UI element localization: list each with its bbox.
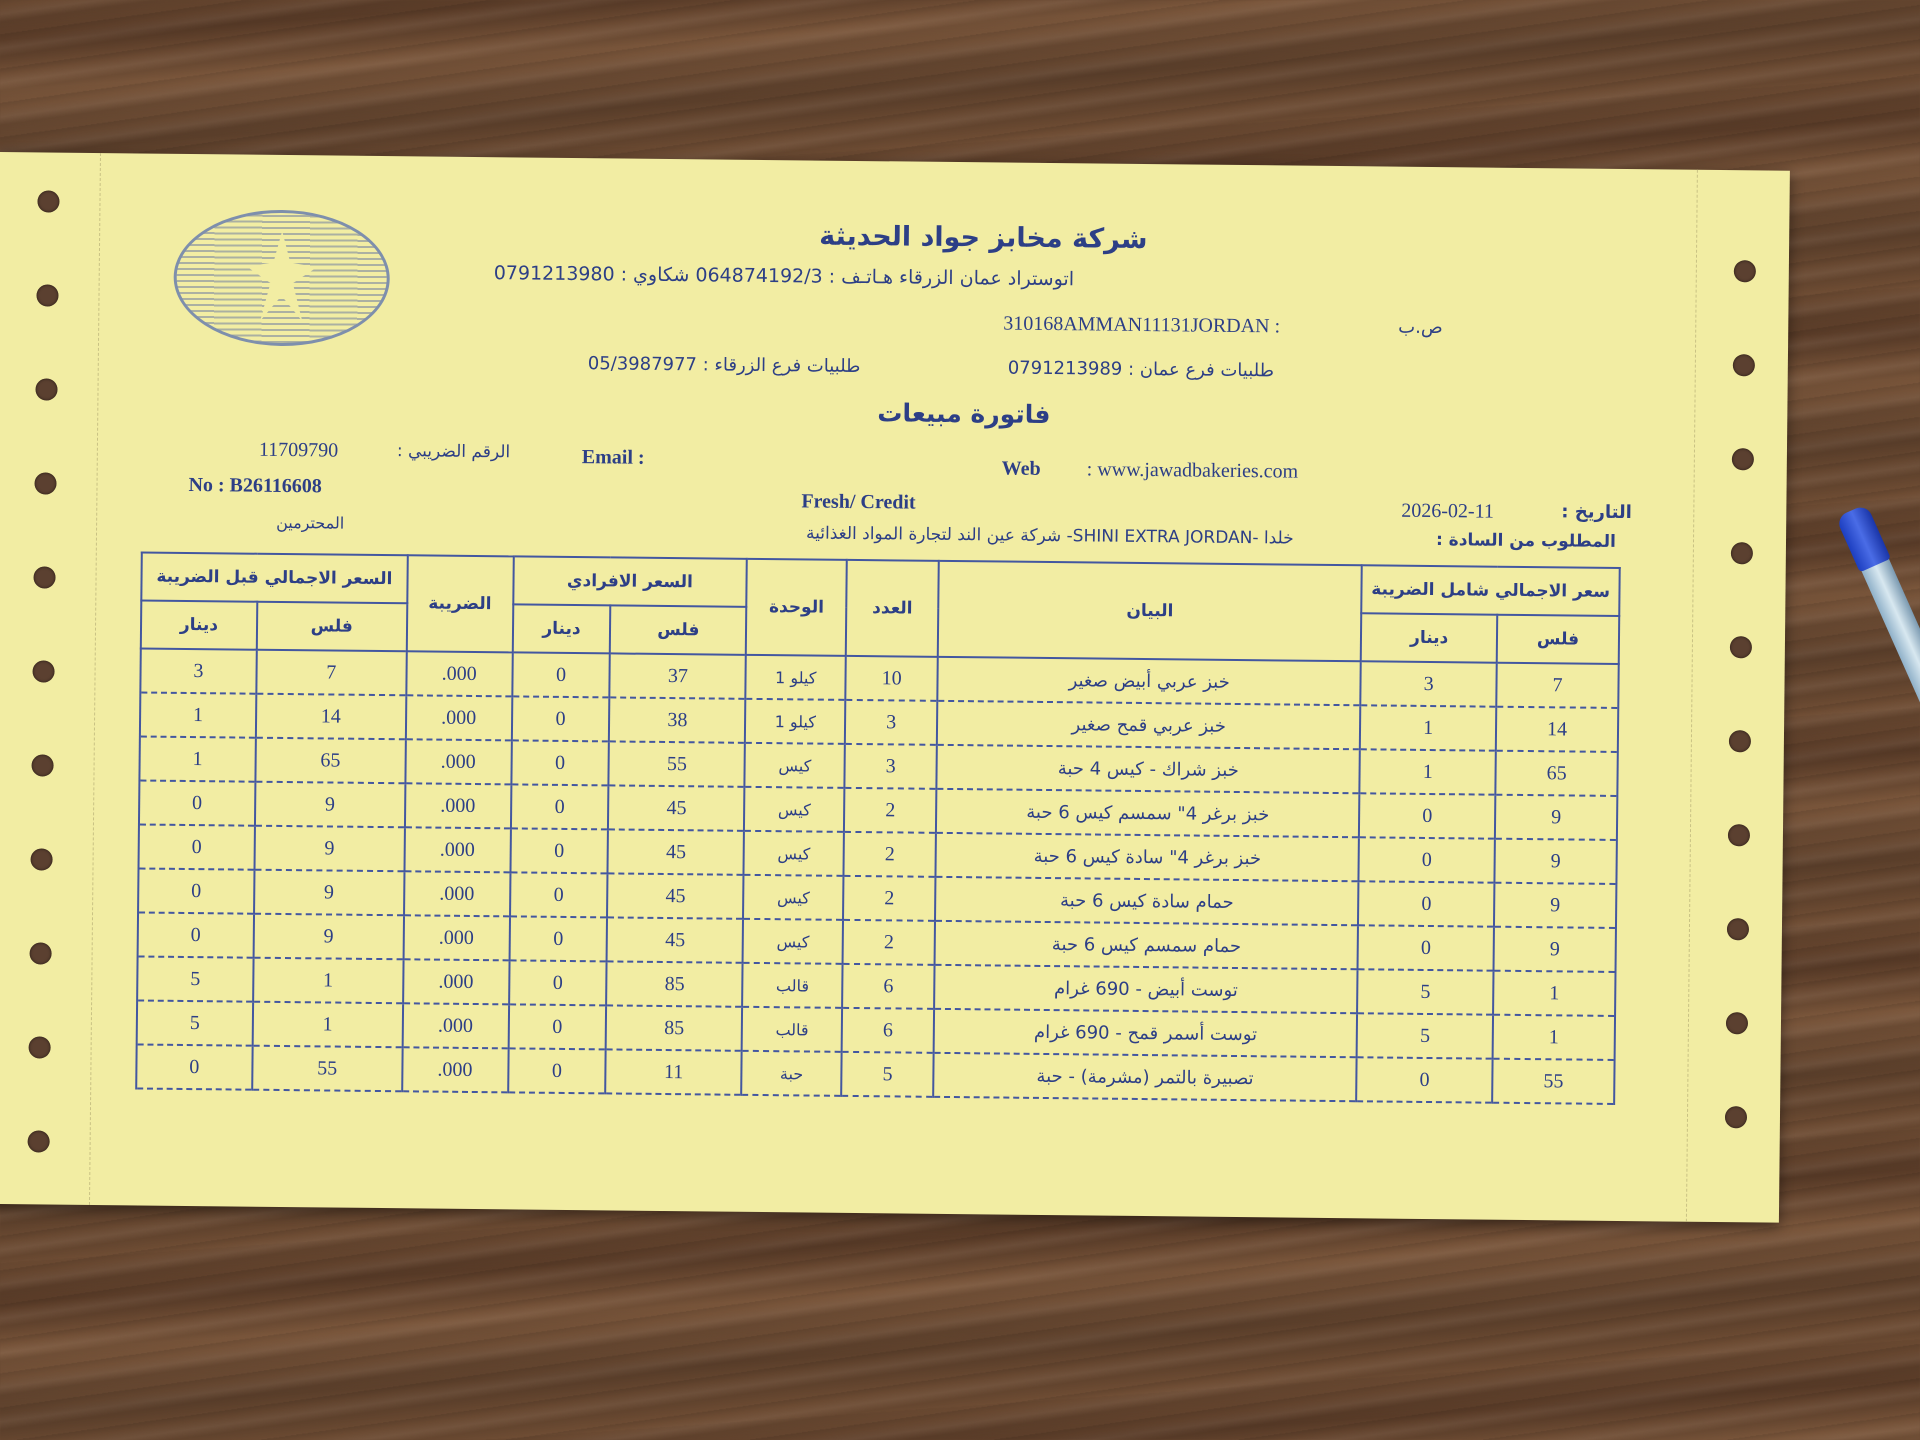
total-dinar: 5 xyxy=(1357,969,1493,1014)
before-tax-dinar: 0 xyxy=(139,780,255,825)
tax-cell: .000 xyxy=(405,739,511,784)
tax-number-label: الرقم الضريبي : xyxy=(396,441,511,463)
count-cell: 5 xyxy=(841,1052,933,1097)
unit-price-dinar: 0 xyxy=(509,916,607,961)
header-tax: الضريبة xyxy=(406,555,513,652)
tractor-strip-right xyxy=(1686,170,1790,1223)
tax-cell: .000 xyxy=(404,871,510,916)
po-box-label: ص.ب xyxy=(1398,316,1443,339)
tax-cell: .000 xyxy=(405,695,511,740)
feed-hole xyxy=(32,660,54,682)
invoice-date: 2026-02-11 xyxy=(1401,499,1495,523)
before-tax-fils: 65 xyxy=(255,738,405,784)
pen xyxy=(1830,501,1920,730)
total-fils: 9 xyxy=(1494,883,1616,928)
total-fils: 7 xyxy=(1496,663,1618,708)
count-cell: 10 xyxy=(845,656,937,701)
header-total-before-tax: السعر الاجمالي قبل الضريبة xyxy=(141,553,407,604)
unit-price-dinar: 0 xyxy=(510,872,608,917)
header-unit: الوحدة xyxy=(746,559,847,656)
description-cell: خبز عربي قمح صغير xyxy=(937,701,1361,749)
count-cell: 3 xyxy=(845,744,937,789)
before-tax-dinar: 1 xyxy=(140,692,256,737)
feed-hole xyxy=(37,190,59,212)
unit-price-dinar: 0 xyxy=(510,784,608,829)
header-count: العدد xyxy=(846,560,939,657)
total-dinar: 1 xyxy=(1360,749,1496,794)
description-cell: حمام سمسم كيس 6 حبة xyxy=(935,921,1359,969)
feed-hole xyxy=(29,1036,51,1058)
unit-price-dinar: 0 xyxy=(509,960,607,1005)
feed-hole xyxy=(1730,636,1752,658)
wheat-icon xyxy=(246,231,317,322)
email-label: Email : xyxy=(581,446,645,469)
header-fils: فلس xyxy=(1497,615,1619,664)
orders-amman: طلبيات فرع عمان : 0791213989 xyxy=(1007,357,1275,382)
unit-price-fils: 85 xyxy=(607,961,743,1006)
feed-hole xyxy=(34,472,56,494)
tax-cell: .000 xyxy=(405,783,511,828)
total-fils: 14 xyxy=(1496,707,1618,752)
feed-hole xyxy=(28,1130,50,1152)
before-tax-fils: 9 xyxy=(254,826,404,872)
unit-price-fils: 37 xyxy=(610,653,746,698)
count-cell: 2 xyxy=(843,920,935,965)
feed-hole xyxy=(1727,918,1749,940)
total-fils: 1 xyxy=(1493,1015,1615,1060)
unit-cell: كيس xyxy=(743,919,843,964)
description-cell: خبز برغر 4" سادة كيس 6 حبة xyxy=(936,833,1360,881)
header-dinar: دينار xyxy=(1361,613,1497,662)
respected-label: المحترمين xyxy=(276,512,345,533)
header-description: البيان xyxy=(938,561,1362,661)
feed-hole xyxy=(1728,824,1750,846)
before-tax-fils: 1 xyxy=(252,1002,402,1048)
feed-hole xyxy=(1729,730,1751,752)
website: : www.jawadbakeries.com xyxy=(1086,458,1299,483)
feed-hole xyxy=(30,848,52,870)
description-cell: توست أبيض - 690 غرام xyxy=(934,965,1358,1013)
count-cell: 2 xyxy=(844,788,936,833)
before-tax-fils: 7 xyxy=(256,650,406,696)
feed-hole xyxy=(31,754,53,776)
total-dinar: 5 xyxy=(1357,1013,1493,1058)
unit-cell: كيس xyxy=(743,875,843,920)
description-cell: خبز عربي أبيض صغير xyxy=(937,657,1361,705)
company-name: شركة مخابز جواد الحديثة xyxy=(819,220,1148,256)
total-dinar: 0 xyxy=(1359,837,1495,882)
unit-price-dinar: 0 xyxy=(508,1004,606,1049)
orders-zarqa: طلبيات فرع الزرقاء : 05/3987977 xyxy=(587,353,861,378)
before-tax-dinar: 0 xyxy=(136,1044,252,1089)
web-label: Web xyxy=(1001,457,1041,480)
before-tax-dinar: 5 xyxy=(137,956,253,1001)
header-dinar: دينار xyxy=(141,601,257,650)
header-dinar: دينار xyxy=(512,604,610,653)
total-fils: 9 xyxy=(1495,795,1617,840)
total-fils: 55 xyxy=(1492,1059,1614,1104)
invoice-number: No : B26116608 xyxy=(188,473,322,498)
feed-hole xyxy=(1734,260,1756,282)
tax-cell: .000 xyxy=(404,827,510,872)
header-fils: فلس xyxy=(257,602,407,652)
header-unit-price: السعر الافرادي xyxy=(513,556,747,606)
description-cell: حمام سادة كيس 6 حبة xyxy=(935,877,1359,925)
count-cell: 3 xyxy=(845,700,937,745)
header-fils: فلس xyxy=(610,605,746,654)
total-fils: 65 xyxy=(1495,751,1617,796)
payment-type: Fresh/ Credit xyxy=(801,490,916,514)
tax-number: 11709790 xyxy=(258,438,339,462)
unit-cell: كيلو 1 xyxy=(745,699,845,744)
description-cell: خبز برغر 4" سمسم كيس 6 حبة xyxy=(936,789,1360,837)
date-label: التاريخ : xyxy=(1561,501,1633,524)
count-cell: 2 xyxy=(844,832,936,877)
unit-cell: كيس xyxy=(744,787,844,832)
unit-cell: قالب xyxy=(742,1007,842,1052)
feed-hole xyxy=(35,378,57,400)
before-tax-dinar: 3 xyxy=(140,649,256,694)
unit-price-fils: 45 xyxy=(608,785,744,830)
feed-hole xyxy=(1733,354,1755,376)
count-cell: 6 xyxy=(842,964,934,1009)
before-tax-dinar: 5 xyxy=(137,1000,253,1045)
unit-price-fils: 85 xyxy=(606,1005,742,1050)
company-logo xyxy=(173,209,390,347)
unit-price-dinar: 0 xyxy=(511,740,609,785)
before-tax-fils: 9 xyxy=(255,782,405,828)
unit-price-dinar: 0 xyxy=(510,828,608,873)
count-cell: 2 xyxy=(843,876,935,921)
unit-price-dinar: 0 xyxy=(512,652,610,697)
header-total-incl-tax: سعر الاجمالي شامل الضريبة xyxy=(1362,565,1620,616)
invoice-items-table xyxy=(135,551,1621,1104)
before-tax-dinar: 0 xyxy=(138,868,254,913)
unit-price-fils: 38 xyxy=(609,697,745,742)
company-address-phone: اتوستراد عمان الزرقاء هـاتـف : 064874192/3 شكاوي : 0791213980 xyxy=(493,262,1075,291)
total-dinar: 1 xyxy=(1360,705,1496,750)
feed-hole xyxy=(29,942,51,964)
unit-price-fils: 45 xyxy=(608,829,744,874)
before-tax-fils: 9 xyxy=(253,914,403,960)
customer-name: خلدا -SHINI EXTRA JORDAN- شركة عين الند لتجارة المواد الغذائية xyxy=(805,523,1294,549)
feed-hole xyxy=(33,566,55,588)
feed-hole xyxy=(1726,1012,1748,1034)
tax-cell: .000 xyxy=(402,1003,508,1048)
count-cell: 6 xyxy=(842,1008,934,1053)
unit-price-fils: 55 xyxy=(609,741,745,786)
unit-cell: كيلو 1 xyxy=(746,655,846,700)
before-tax-dinar: 0 xyxy=(138,912,254,957)
unit-cell: قالب xyxy=(742,963,842,1008)
feed-hole xyxy=(1725,1106,1747,1128)
total-fils: 1 xyxy=(1493,971,1615,1016)
tax-cell: .000 xyxy=(403,959,509,1004)
total-dinar: 0 xyxy=(1358,925,1494,970)
before-tax-fils: 9 xyxy=(254,870,404,916)
before-tax-fils: 14 xyxy=(256,694,406,740)
po-box: 310168AMMAN11131JORDAN : xyxy=(1003,312,1281,338)
total-dinar: 0 xyxy=(1356,1057,1492,1102)
total-dinar: 0 xyxy=(1358,881,1494,926)
description-cell: تصبيرة بالتمر (مشرمة) - حبة xyxy=(933,1053,1357,1101)
unit-cell: كيس xyxy=(744,831,844,876)
invoice-title: فاتورة مبيعات xyxy=(877,398,1051,430)
feed-hole xyxy=(36,284,58,306)
required-from-label: المطلوب من السادة : xyxy=(1435,530,1617,552)
total-dinar: 3 xyxy=(1361,661,1497,706)
before-tax-dinar: 0 xyxy=(139,824,255,869)
unit-price-fils: 45 xyxy=(607,873,743,918)
total-fils: 9 xyxy=(1494,927,1616,972)
tax-cell: .000 xyxy=(403,915,509,960)
before-tax-dinar: 1 xyxy=(139,736,255,781)
unit-price-dinar: 0 xyxy=(508,1048,606,1093)
unit-price-fils: 11 xyxy=(606,1049,742,1094)
total-fils: 9 xyxy=(1495,839,1617,884)
feed-hole xyxy=(1732,448,1754,470)
tax-cell: .000 xyxy=(406,651,512,696)
tax-cell: .000 xyxy=(402,1047,508,1092)
total-dinar: 0 xyxy=(1359,793,1495,838)
before-tax-fils: 1 xyxy=(253,958,403,1004)
unit-price-dinar: 0 xyxy=(511,696,609,741)
invoice-paper xyxy=(0,152,1790,1223)
pen-cap xyxy=(1835,504,1890,573)
description-cell: توست أسمر قمح - 690 غرام xyxy=(934,1009,1358,1057)
unit-price-fils: 45 xyxy=(607,917,743,962)
feed-hole xyxy=(1731,542,1753,564)
unit-cell: كيس xyxy=(745,743,845,788)
before-tax-fils: 55 xyxy=(252,1046,402,1092)
unit-cell: حبة xyxy=(741,1051,841,1096)
description-cell: خبز شراك - كيس 4 حبة xyxy=(936,745,1360,793)
